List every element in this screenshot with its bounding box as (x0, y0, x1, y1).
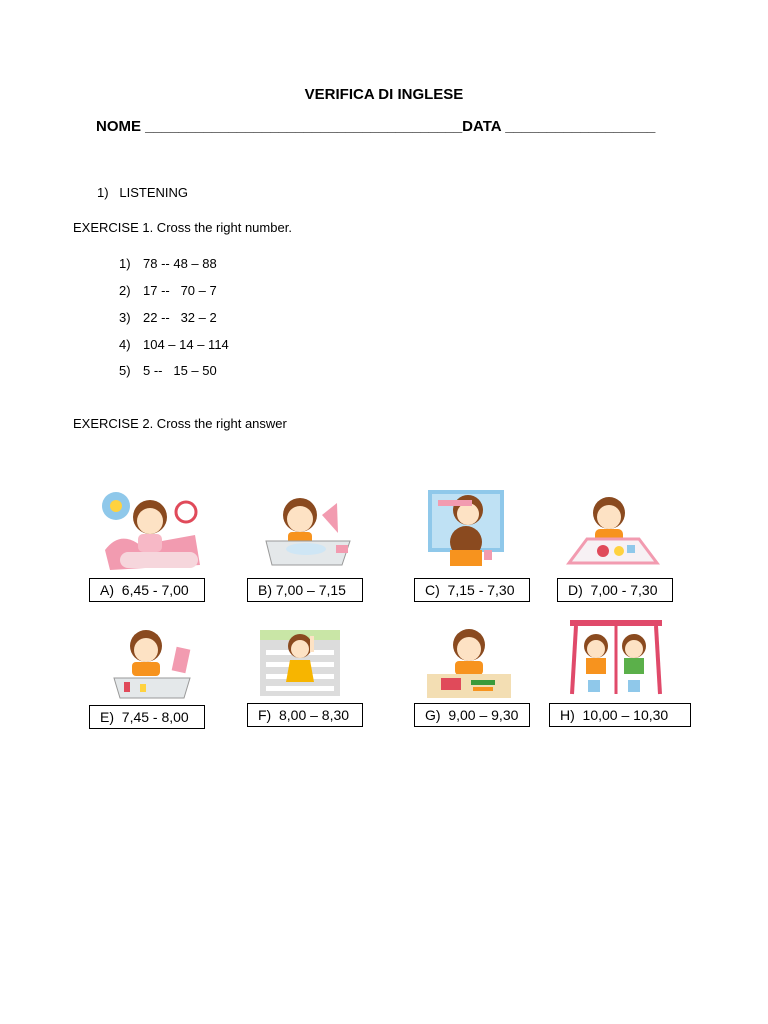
answer-option-c[interactable]: C) 7,15 - 7,30 (414, 578, 530, 602)
section-heading-listening: 1) LISTENING (97, 185, 189, 200)
exercise-2-instruction: EXERCISE 2. Cross the right answer (73, 416, 287, 431)
item-number: 4) (119, 337, 131, 352)
answer-option-e[interactable]: E) 7,45 - 8,00 (89, 705, 205, 729)
exercise-1-instruction: EXERCISE 1. Cross the right number. (73, 220, 292, 235)
comb-hair-illustration (428, 490, 504, 566)
exercise-1-item (119, 256, 217, 271)
exercise-1-item (119, 363, 217, 378)
crosswalk-illustration (260, 630, 340, 696)
answer-option-b[interactable]: B) 7,00 – 7,15 (247, 578, 363, 602)
item-choices: 5 -- 15 – 50 (143, 363, 217, 378)
item-choices: 22 -- 32 – 2 (143, 310, 217, 325)
item-number: 3) (119, 310, 131, 325)
drawing-illustration (427, 628, 511, 698)
item-choices: 104 – 14 – 114 (143, 337, 229, 352)
item-choices: 78 -- 48 – 88 (143, 256, 217, 271)
wash-face-illustration (262, 493, 354, 571)
answer-option-h[interactable]: H) 10,00 – 10,30 (549, 703, 691, 727)
answer-option-g[interactable]: G) 9,00 – 9,30 (414, 703, 530, 727)
page-title: VERIFICA DI INGLESE (304, 86, 464, 103)
exercise-1-item (119, 310, 217, 325)
swing-illustration (568, 618, 664, 696)
exercise-1-item (119, 283, 217, 298)
name-date-line: NOME ______________________________________DATA __________________ (96, 118, 656, 135)
answer-option-a[interactable]: A) 6,45 - 7,00 (89, 578, 205, 602)
item-choices: 17 -- 70 – 7 (143, 283, 217, 298)
brush-teeth-illustration (110, 628, 194, 700)
exercise-1-item (119, 337, 229, 352)
item-number: 1) (119, 256, 131, 271)
item-number: 5) (119, 363, 131, 378)
answer-option-f[interactable]: F) 8,00 – 8,30 (247, 703, 363, 727)
wake-up-illustration (100, 490, 205, 572)
answer-option-d[interactable]: D) 7,00 - 7,30 (557, 578, 673, 602)
item-number: 2) (119, 283, 131, 298)
breakfast-illustration (565, 495, 661, 567)
